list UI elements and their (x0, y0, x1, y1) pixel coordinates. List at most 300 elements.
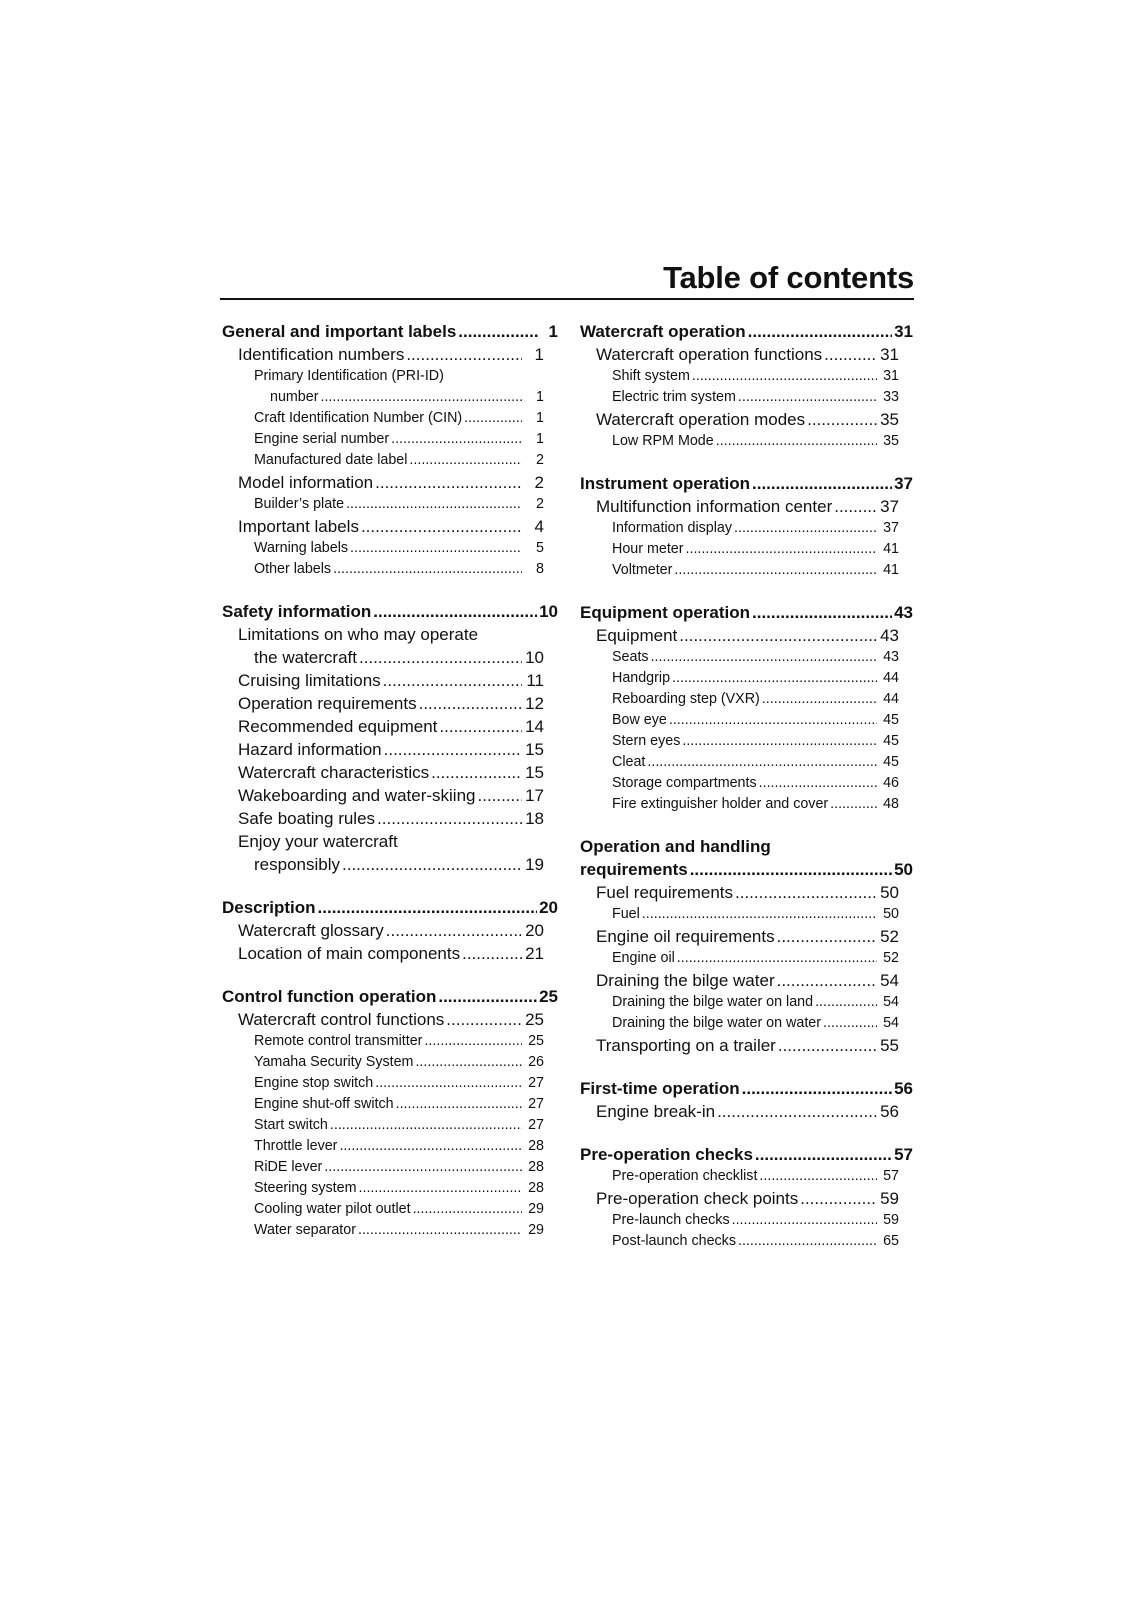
toc-entry[interactable] (222, 1094, 558, 1115)
toc-entry-title: Fuel requirements (596, 883, 734, 902)
toc-column-right (580, 320, 913, 1272)
toc-entry[interactable] (580, 647, 913, 668)
dot-leader (738, 387, 877, 408)
toc-entry[interactable] (580, 773, 913, 794)
toc-entry[interactable] (580, 668, 913, 689)
toc-entry[interactable] (580, 1077, 913, 1100)
toc-entry[interactable] (222, 408, 558, 429)
dot-leader (716, 431, 877, 452)
dot-leader (735, 881, 877, 904)
toc-entry[interactable] (222, 919, 558, 942)
toc-page-number: 52 (883, 950, 899, 966)
toc-page-number: 48 (883, 796, 899, 812)
toc-entry-title: Transporting on a trailer (596, 1036, 776, 1055)
toc-entry[interactable] (222, 538, 558, 559)
toc-entry-title: Equipment (596, 626, 678, 645)
toc-entry-title: Remote control transmitter (254, 1033, 423, 1049)
dot-leader (375, 471, 522, 494)
toc-entry-title: Draining the bilge water (596, 971, 775, 990)
toc-page-number: 56 (894, 1079, 913, 1098)
toc-entry[interactable] (580, 1100, 913, 1123)
toc-page-number: 45 (883, 754, 899, 770)
toc-page-number: 35 (880, 410, 899, 429)
toc-entry[interactable] (222, 1157, 558, 1178)
toc-section (580, 320, 913, 452)
toc-entry[interactable] (580, 881, 913, 904)
dot-leader (350, 538, 522, 559)
toc-entry-title: Hour meter (612, 541, 684, 557)
toc-page-number: 29 (528, 1201, 544, 1217)
toc-entry-title: RiDE lever (254, 1159, 323, 1175)
toc-entry-title: Engine break-in (596, 1102, 716, 1121)
dot-leader (377, 807, 522, 830)
dot-leader (320, 387, 522, 408)
dot-leader (439, 715, 522, 738)
toc-page-number: 54 (880, 971, 899, 990)
dot-leader (651, 647, 877, 668)
dot-leader (669, 710, 877, 731)
toc-entry[interactable] (222, 1136, 558, 1157)
toc-page-number: 59 (880, 1189, 899, 1208)
toc-entry-title: Craft Identification Number (CIN) (254, 410, 463, 426)
dot-leader (386, 919, 522, 942)
dot-leader (373, 600, 537, 623)
toc-page-number: 37 (883, 520, 899, 536)
toc-entry[interactable] (222, 1199, 558, 1220)
toc-page-number: 43 (880, 626, 899, 645)
toc-section (222, 896, 558, 965)
toc-entry[interactable] (580, 969, 913, 992)
toc-page-number: 2 (536, 496, 544, 512)
toc-entry[interactable] (580, 495, 913, 518)
toc-entry[interactable] (580, 320, 913, 343)
toc-entry-title: Primary Identification (PRI-ID) (254, 368, 444, 384)
toc-entry[interactable] (580, 408, 913, 431)
toc-entry[interactable] (222, 494, 558, 515)
toc-entry[interactable] (222, 1178, 558, 1199)
toc-section (580, 1077, 913, 1123)
toc-entry-title: Draining the bilge water on land (612, 994, 814, 1010)
toc-entry-title: Wakeboarding and water-skiing (238, 786, 476, 805)
toc-entry[interactable] (580, 472, 913, 495)
dot-leader (409, 450, 522, 471)
toc-entry-title: Watercraft operation (580, 322, 746, 341)
toc-page-number: 45 (883, 733, 899, 749)
toc-entry-title: Low RPM Mode (612, 433, 714, 449)
toc-entry[interactable] (580, 948, 913, 969)
dot-leader (815, 992, 877, 1013)
dot-leader (458, 320, 538, 343)
dot-leader (396, 1094, 522, 1115)
dot-leader (807, 408, 877, 431)
toc-entry[interactable] (222, 738, 558, 761)
toc-page-number: 18 (525, 809, 544, 828)
toc-entry[interactable] (222, 784, 558, 807)
toc-column-left (222, 320, 558, 1261)
toc-entry[interactable] (580, 366, 913, 387)
toc-entry-title: Cooling water pilot outlet (254, 1201, 411, 1217)
toc-entry-title: Pre-launch checks (612, 1212, 730, 1228)
dot-leader (383, 669, 522, 692)
dot-leader (777, 969, 877, 992)
toc-page-number: 54 (883, 994, 899, 1010)
toc-page-number: 11 (526, 671, 544, 690)
toc-entry[interactable] (222, 450, 558, 471)
toc-entry[interactable] (222, 669, 558, 692)
toc-entry[interactable] (580, 560, 913, 581)
dot-leader (339, 1136, 522, 1157)
toc-page-number: 15 (525, 740, 544, 759)
toc-page-number: 57 (894, 1145, 913, 1164)
toc-entry-title: Shift system (612, 368, 690, 384)
dot-leader (734, 518, 877, 539)
toc-entry[interactable] (580, 601, 913, 624)
toc-page-number: 45 (883, 712, 899, 728)
toc-entry-title: Pre-operation check points (596, 1189, 799, 1208)
toc-entry[interactable] (580, 1187, 913, 1210)
toc-page-number: 25 (528, 1033, 544, 1049)
toc-entry-title: Start switch (254, 1117, 328, 1133)
dot-leader (682, 731, 877, 752)
toc-entry-title: Engine oil (612, 950, 675, 966)
toc-entry[interactable] (222, 646, 558, 669)
dot-leader (359, 1178, 522, 1199)
toc-page-number: 56 (880, 1102, 899, 1121)
dot-leader (738, 1231, 877, 1252)
toc-entry-line (580, 835, 913, 858)
toc-page-number: 27 (528, 1096, 544, 1112)
toc-entry-title: Seats (612, 649, 649, 665)
toc-entry[interactable] (222, 1031, 558, 1052)
toc-page-number: 57 (883, 1168, 899, 1184)
dot-leader (690, 858, 892, 881)
toc-entry-title: Identification numbers (238, 345, 405, 364)
toc-entry[interactable] (580, 858, 913, 881)
toc-entry-title: Pre-operation checks (580, 1145, 753, 1164)
dot-leader (361, 515, 522, 538)
toc-page-number: 50 (880, 883, 899, 902)
toc-page-number: 27 (528, 1117, 544, 1133)
dot-leader (686, 539, 877, 560)
toc-entry-line (222, 623, 558, 646)
toc-entry[interactable] (222, 692, 558, 715)
dot-leader (824, 343, 877, 366)
toc-page-number: 31 (883, 368, 899, 384)
dot-leader (642, 904, 877, 925)
toc-entry[interactable] (222, 600, 558, 623)
toc-entry-title: General and important labels (222, 322, 457, 341)
toc-entry-title: Yamaha Security System (254, 1054, 414, 1070)
toc-entry[interactable] (222, 320, 558, 343)
toc-entry-title: Watercraft operation functions (596, 345, 823, 364)
dot-leader (346, 494, 522, 515)
toc-entry[interactable] (222, 1115, 558, 1136)
dot-leader (359, 646, 522, 669)
toc-page-number: 37 (894, 474, 913, 493)
toc-entry-title: Throttle lever (254, 1138, 338, 1154)
toc-entry[interactable] (580, 1143, 913, 1166)
toc-page-number: 5 (536, 540, 544, 556)
toc-page-number: 21 (525, 944, 544, 963)
toc-page-number: 41 (883, 541, 899, 557)
dot-leader (717, 1100, 877, 1123)
toc-entry-title: Instrument operation (580, 474, 751, 493)
toc-page-number: 29 (528, 1222, 544, 1238)
toc-entry-title: number (270, 389, 319, 405)
toc-entry[interactable] (580, 731, 913, 752)
dot-leader (692, 366, 877, 387)
toc-entry-title: Cruising limitations (238, 671, 381, 690)
toc-entry-title: Hazard information (238, 740, 382, 759)
toc-entry-title: Stern eyes (612, 733, 681, 749)
toc-page-number: 28 (528, 1159, 544, 1175)
dot-leader (324, 1157, 522, 1178)
toc-entry[interactable] (222, 559, 558, 580)
toc-entry-title: Electric trim system (612, 389, 736, 405)
toc-entry-title: Control function operation (222, 987, 437, 1006)
toc-entry[interactable] (580, 518, 913, 539)
toc-entry[interactable] (580, 992, 913, 1013)
toc-entry-line (222, 366, 558, 387)
toc-entry-title: Watercraft operation modes (596, 410, 806, 429)
toc-page-number: 12 (525, 694, 544, 713)
toc-page-number: 14 (525, 717, 544, 736)
toc-section (580, 1143, 913, 1252)
toc-entry[interactable] (580, 539, 913, 560)
toc-entry[interactable] (222, 715, 558, 738)
toc-page-number: 26 (528, 1054, 544, 1070)
toc-page-number: 20 (539, 898, 558, 917)
toc-entry-title: Fuel (612, 906, 640, 922)
dot-leader (333, 559, 522, 580)
dot-leader (431, 761, 522, 784)
toc-entry-title: Location of main components (238, 944, 461, 963)
toc-page-number: 52 (880, 927, 899, 946)
toc-entry[interactable] (222, 1073, 558, 1094)
dot-leader (391, 429, 522, 450)
toc-entry[interactable] (222, 853, 558, 876)
dot-leader (464, 408, 522, 429)
toc-entry[interactable] (222, 343, 558, 366)
toc-page-number: 1 (534, 345, 544, 364)
toc-page-number: 10 (539, 602, 558, 621)
dot-leader (415, 1052, 522, 1073)
dot-leader (413, 1199, 522, 1220)
toc-entry[interactable] (222, 942, 558, 965)
toc-entry-title: Safety information (222, 602, 372, 621)
toc-entry[interactable] (222, 515, 558, 538)
toc-entry[interactable] (580, 1210, 913, 1231)
dot-leader (742, 1077, 892, 1100)
dot-leader (752, 601, 892, 624)
toc-entry-title: Engine serial number (254, 431, 390, 447)
toc-entry-title: Description (222, 898, 316, 917)
toc-page-number: 31 (894, 322, 913, 341)
toc-page-number: 33 (883, 389, 899, 405)
toc-entry-title: Steering system (254, 1180, 357, 1196)
toc-entry-title: Reboarding step (VXR) (612, 691, 760, 707)
toc-page-number: 54 (883, 1015, 899, 1031)
toc-entry[interactable] (222, 1008, 558, 1031)
toc-page-number: 15 (525, 763, 544, 782)
toc-page-number: 19 (525, 855, 544, 874)
dot-leader (830, 794, 877, 815)
toc-page-number: 20 (525, 921, 544, 940)
toc-page-number: 41 (883, 562, 899, 578)
toc-page-number: 2 (536, 452, 544, 468)
toc-page-number: 43 (883, 649, 899, 665)
toc-entry[interactable] (222, 1052, 558, 1073)
toc-entry-title: Warning labels (254, 540, 349, 556)
toc-page-number: 46 (883, 775, 899, 791)
page-title: Table of contents (663, 260, 914, 295)
toc-entry[interactable] (580, 431, 913, 452)
dot-leader (759, 1166, 877, 1187)
toc-page-number: 44 (883, 691, 899, 707)
dot-leader (318, 896, 538, 919)
toc-section (580, 835, 913, 1057)
dot-leader (759, 773, 877, 794)
dot-leader (446, 1008, 522, 1031)
dot-leader (424, 1031, 522, 1052)
toc-section (222, 985, 558, 1241)
dot-leader (752, 472, 892, 495)
title-rule (220, 298, 914, 300)
toc-entry-title: Storage compartments (612, 775, 757, 791)
toc-entry[interactable] (222, 896, 558, 919)
toc-entry-title: Draining the bilge water on water (612, 1015, 822, 1031)
toc-entry[interactable] (580, 1166, 913, 1187)
toc-entry-title: First-time operation (580, 1079, 740, 1098)
toc-entry[interactable] (222, 1220, 558, 1241)
dot-leader (438, 985, 537, 1008)
toc-entry[interactable] (222, 985, 558, 1008)
dot-leader (375, 1073, 522, 1094)
toc-entry-title: Cleat (612, 754, 646, 770)
toc-section (580, 472, 913, 581)
toc-entry-title: Operation requirements (238, 694, 417, 713)
toc-entry-title: Important labels (238, 517, 359, 536)
toc-entry-title: the watercraft (254, 648, 357, 667)
toc-entry[interactable] (222, 807, 558, 830)
dot-leader (478, 784, 523, 807)
toc-entry-title: Pre-operation checklist (612, 1168, 758, 1184)
toc-entry[interactable] (580, 904, 913, 925)
dot-leader (330, 1115, 522, 1136)
toc-entry[interactable] (580, 387, 913, 408)
dot-leader (406, 343, 522, 366)
toc-page-number: 1 (536, 389, 544, 405)
dot-leader (732, 1210, 877, 1231)
toc-page-number: 27 (528, 1075, 544, 1091)
toc-page-number: 2 (534, 473, 544, 492)
toc-section (222, 320, 558, 580)
toc-page-number: 10 (525, 648, 544, 667)
dot-leader (384, 738, 522, 761)
dot-leader (462, 942, 522, 965)
toc-entry[interactable] (222, 429, 558, 450)
toc-entry-title: Recommended equipment (238, 717, 438, 736)
toc-page-number: 28 (528, 1180, 544, 1196)
toc-entry-title: requirements (580, 860, 688, 879)
toc-entry-title: Enjoy your watercraft (238, 832, 398, 851)
toc-page-number: 1 (548, 322, 558, 341)
toc-page-number: 65 (883, 1233, 899, 1249)
toc-entry[interactable] (580, 624, 913, 647)
toc-entry[interactable] (222, 387, 558, 408)
toc-entry[interactable] (222, 471, 558, 494)
toc-entry-title: Safe boating rules (238, 809, 376, 828)
toc-entry-title: Engine oil requirements (596, 927, 775, 946)
toc-page-number: 55 (880, 1036, 899, 1055)
toc-page-number: 1 (536, 410, 544, 426)
toc-entry[interactable] (580, 710, 913, 731)
toc-entry-title: Voltmeter (612, 562, 673, 578)
dot-leader (755, 1143, 892, 1166)
toc-page-number: 17 (525, 786, 544, 805)
toc-entry-title: Watercraft characteristics (238, 763, 430, 782)
toc-section (222, 600, 558, 876)
toc-entry-title: Manufactured date label (254, 452, 408, 468)
toc-page-number: 28 (528, 1138, 544, 1154)
toc-entry[interactable] (580, 689, 913, 710)
dot-leader (358, 1220, 522, 1241)
toc-entry-line (222, 830, 558, 853)
toc-page-number: 50 (894, 860, 913, 879)
toc-entry-title: Engine stop switch (254, 1075, 374, 1091)
toc-entry-title: Limitations on who may operate (238, 625, 479, 644)
toc-entry[interactable] (580, 1231, 913, 1252)
toc-page-number: 43 (894, 603, 913, 622)
dot-leader (342, 853, 522, 876)
toc-entry[interactable] (580, 1034, 913, 1057)
toc-entry[interactable] (580, 925, 913, 948)
dot-leader (823, 1013, 877, 1034)
toc-entry-title: Handgrip (612, 670, 671, 686)
toc-entry-title: Model information (238, 473, 374, 492)
toc-page-number: 25 (525, 1010, 544, 1029)
toc-page-number: 31 (880, 345, 899, 364)
toc-entry-title: Fire extinguisher holder and cover (612, 796, 829, 812)
dot-leader (777, 925, 877, 948)
toc-entry[interactable] (580, 794, 913, 815)
toc-page-number: 8 (536, 561, 544, 577)
dot-leader (762, 689, 877, 710)
toc-page-number: 50 (883, 906, 899, 922)
dot-leader (800, 1187, 877, 1210)
toc-page-number: 1 (536, 431, 544, 447)
toc-page-number: 44 (883, 670, 899, 686)
toc-entry-title: Builder’s plate (254, 496, 345, 512)
dot-leader (778, 1034, 877, 1057)
toc-page-number: 25 (539, 987, 558, 1006)
toc-entry-title: Watercraft glossary (238, 921, 384, 940)
toc-entry[interactable] (222, 761, 558, 784)
dot-leader (419, 692, 522, 715)
toc-entry-title: Multifunction information center (596, 497, 833, 516)
toc-entry[interactable] (580, 1013, 913, 1034)
toc-entry[interactable] (580, 752, 913, 773)
dot-leader (647, 752, 877, 773)
dot-leader (679, 624, 877, 647)
toc-page-number: 4 (534, 517, 544, 536)
dot-leader (674, 560, 877, 581)
toc-entry[interactable] (580, 343, 913, 366)
toc-entry-title: responsibly (254, 855, 340, 874)
toc-entry-title: Information display (612, 520, 732, 536)
dot-leader (672, 668, 877, 689)
dot-leader (834, 495, 877, 518)
